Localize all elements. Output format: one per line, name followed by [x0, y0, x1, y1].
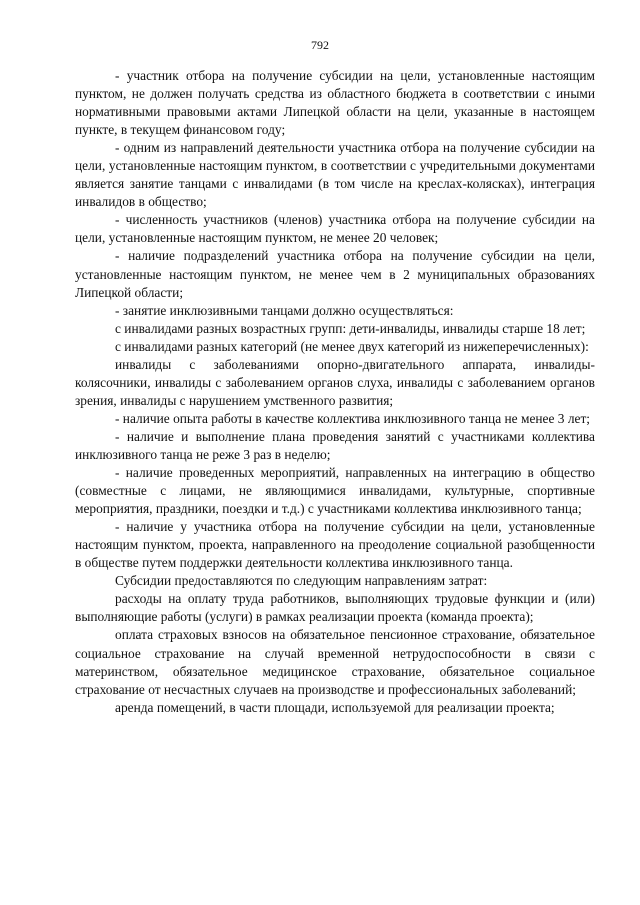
paragraph: с инвалидами разных возрастных групп: дети-инвалиды, инвалиды старше 18 лет;	[115, 320, 586, 336]
paragraph: с инвалидами разных категорий (не менее двух категорий из нижеперечисленных):	[115, 338, 589, 354]
page-number: 792	[311, 38, 329, 52]
paragraph: - наличие у участника отбора на получение субсидии на цели, установленные настоящим пунктом, проекта, направленного на преодоление социальной разобщенности в обществе путем поддержки деятельности коллектива инклюзивного танца.	[75, 519, 595, 571]
paragraph: - наличие и выполнение плана проведения занятий с участниками коллектива инклюзивного танца не реже 3 раз в неделю;	[75, 428, 595, 462]
paragraph: аренда помещений, в части площади, используемой для реализации проекта;	[115, 699, 555, 715]
paragraph: - численность участников (членов) участника отбора на получение субсидии на цели, установленные настоящим пунктом, не менее 20 человек;	[75, 212, 595, 246]
document-body	[75, 67, 595, 717]
paragraph: - наличие подразделений участника отбора на получение субсидии на цели, установленные настоящим пунктом, не менее чем в 2 муниципальных образованиях Липецкой области;	[75, 248, 595, 300]
paragraph: - наличие проведенных мероприятий, направленных на интеграцию в общество (совместные с лицами, не являющимися инвалидами, культурные, спортивные мероприятия, праздники, поездки и т.д.) с участниками коллектива инклюзивного танца;	[75, 465, 595, 517]
paragraph: оплата страховых взносов на обязательное пенсионное страхование, обязательное социальное страхование на случай временной нетрудоспособности в связи с материнством, обязательное медицинское страхование, обязательное социальное страхование от несчастных случаев на производстве и профессиональных заболеваний;	[75, 627, 595, 697]
paragraph: расходы на оплату труда работников, выполняющих трудовые функции и (или) выполняющие работы (услуги) в рамках реализации проекта (команда проекта);	[75, 591, 595, 625]
paragraph: - наличие опыта работы в качестве коллектива инклюзивного танца не менее 3 лет;	[115, 410, 591, 426]
paragraph: - одним из направлений деятельности участника отбора на получение субсидии на цели, установленные настоящим пунктом, в соответствии с учредительными документами является занятие танцами с инвалидами (в том числе на креслах-колясках), интеграция инвалидов в общество;	[75, 140, 595, 210]
paragraph: - занятие инклюзивными танцами должно осуществляться:	[115, 302, 454, 318]
paragraph: - участник отбора на получение субсидии на цели, установленные настоящим пунктом, не должен получать средства из областного бюджета в соответствии с иными нормативными правовыми актами Липецкой области на цели, указанные в настоящем пункте, в текущем финансовом году;	[75, 68, 595, 138]
paragraph: инвалиды с заболеваниями опорно-двигательного аппарата, инвалиды-колясочники, инвалиды с заболеванием органов слуха, инвалиды с заболеванием органов зрения, инвалиды с нарушением умственного развития;	[75, 356, 595, 408]
paragraph: Субсидии предоставляются по следующим направлениям затрат:	[115, 573, 488, 589]
